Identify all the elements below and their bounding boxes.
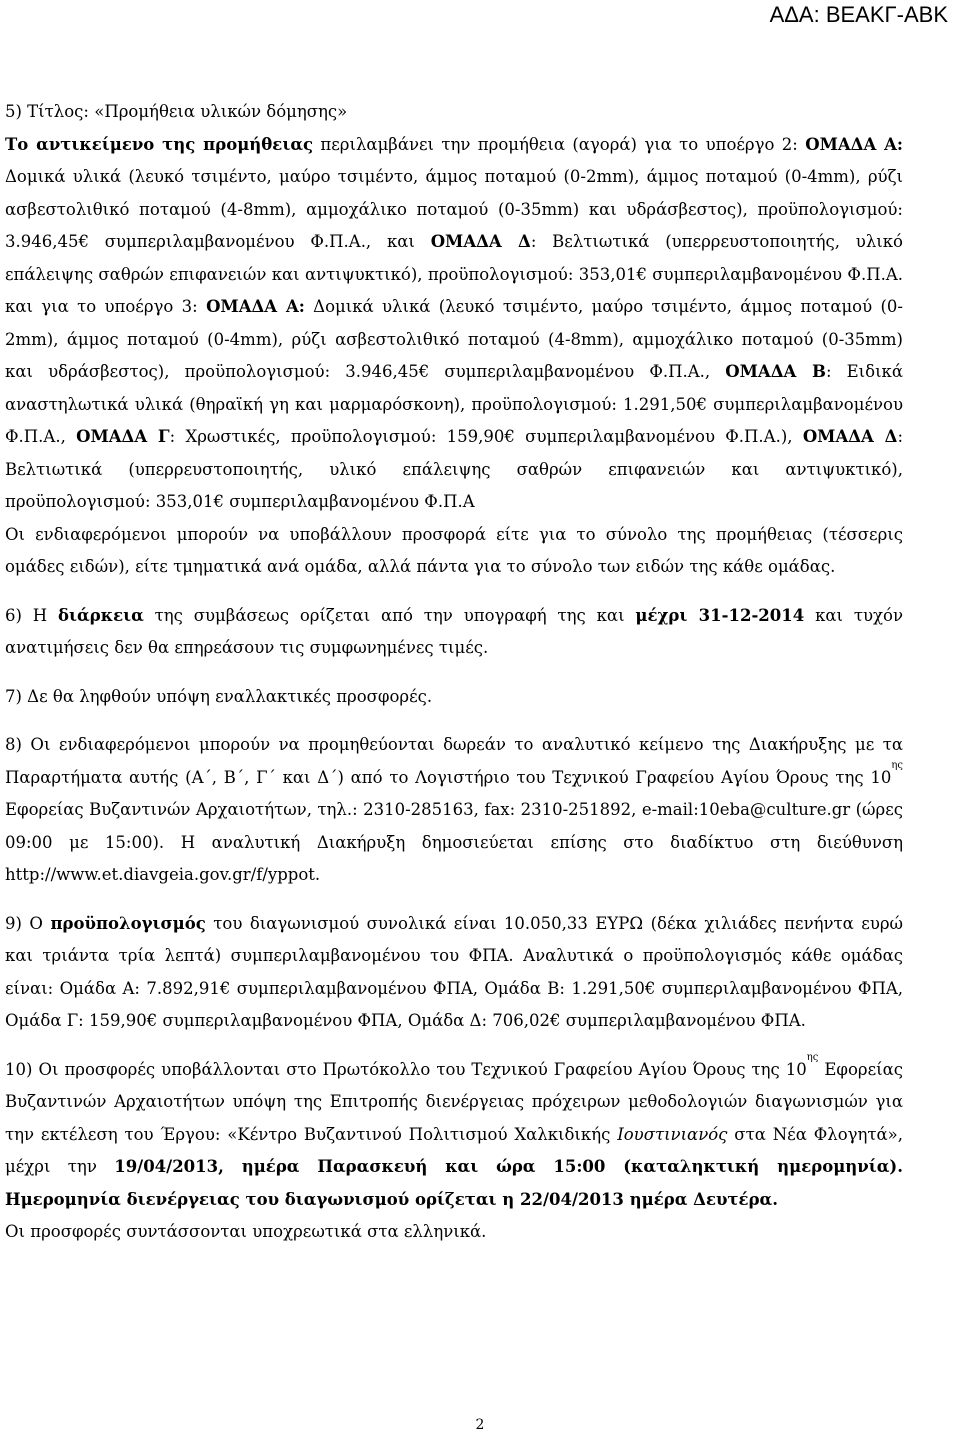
section-7-alternatives: 7) Δε θα ληφθούν υπόψη εναλλακτικές προσφορές.	[5, 686, 433, 706]
ada-code: ΑΔΑ: ΒΕΑΚΓ-ΑΒΚ	[769, 2, 948, 27]
page-number: 2	[475, 1417, 485, 1433]
section-5-title: 5) Τίτλος: «Προμήθεια υλικών δόμησης»	[5, 102, 348, 121]
section-6-duration: 6) Η διάρκεια της συμβάσεως ορίζεται από την υπογραφή της και μέχρι 31-12-2014 και τυχόν ανατιμήσεις δεν θα επηρεάσουν τις συμφωνημένες τιμές.	[5, 605, 903, 657]
section-9-budget: 9) Ο προϋπολογισμός του διαγωνισμού συνολικά είναι 10.050,33 ΕΥΡΩ (δέκα χιλιάδες πενήντα ευρώ και τριάντα τρία λεπτά) συμπεριλαμβανομένου του ΦΠΑ. Αναλυτικά ο προϋπολογισμός κάθε ομάδας είναι: Ομάδα Α: 7.892,91€ συμπεριλαμβανομένου ΦΠΑ, Ομάδα Β: 1.291,50€ συμπεριλαμβανομένου ΦΠΑ, Ομάδα Γ: 159,90€ συμπεριλαμβανομένου ΦΠΑ, Ομάδα Δ: 706,02€ συμπεριλαμβανομένου ΦΠΑ.	[5, 913, 904, 1030]
section-5-offers: Οι ενδιαφερόμενοι μπορούν να υποβάλλουν προσφορά είτε για το σύνολο της προμήθειας (τέσσερις ομάδες ειδών), είτε τμηματικά ανά ομάδα, αλλά πάντα για το σύνολο των ειδών της κάθε ομάδας.	[5, 524, 903, 576]
section-10-language: Οι προσφορές συντάσσονται υποχρεωτικά στα ελληνικά.	[5, 1222, 487, 1241]
document-body	[5, 96, 903, 1249]
section-5-body: Το αντικείμενο της προμήθειας περιλαμβάνει την προμήθεια (αγορά) για το υποέργο 2: ΟΜΑΔΑ Α: Δομικά υλικά (λευκό τσιμέντο, μαύρο τσιμέντο, άμμος ποταμού (0-2mm), άμμος ποταμού (0-4mm), ρύζι ασβεστολιθικό ποταμού (4-8mm), αμμοχάλικο ποταμού (0-35mm) και υδράσβεστος), προϋπολογισμού: 3.946,45€ συμπεριλαμβανομένου Φ.Π.Α., και ΟΜΑΔΑ Δ: Βελτιωτικά (υπερρευστοποιητής, υλικό επάλειψης σαθρών επιφανειών και αντιψυκτικό), προϋπολογισμού: 353,01€ συμπεριλαμβανομένου Φ.Π.Α. και για το υποέργο 3: ΟΜΑΔΑ Α: Δομικά υλικά (λευκό τσιμέντο, μαύρο τσιμέντο, άμμος ποταμού (0-2mm), άμμος ποταμού (0-4mm), ρύζι ασβεστολιθικό ποταμού (4-8mm), αμμοχάλικο ποταμού (0-35mm) και υδράσβεστος), προϋπολογισμού: 3.946,45€ συμπεριλαμβανομένου Φ.Π.Α., ΟΜΑΔΑ Β: Ειδικά αναστηλωτικά υλικά (θηραϊκή γη και μαρμαρόσκονη), προϋπολογισμού: 1.291,50€ συμπεριλαμβανομένου Φ.Π.Α., ΟΜΑΔΑ Γ: Χρωστικές, προϋπολογισμού: 159,90€ συμπεριλαμβανομένου Φ.Π.Α.), ΟΜΑΔΑ Δ: Βελτιωτικά (υπερρευστοποιητής, υλικό επάλειψης σαθρών επιφανειών και αντιψυκτικό), προϋπολογισμού: 353,01€ συμπεριλαμβανομένου Φ.Π.Α	[5, 134, 904, 511]
section-8-documents: 8) Οι ενδιαφερόμενοι μπορούν να προμηθεύονται δωρεάν το αναλυτικό κείμενο της Διακήρυξης με τα Παραρτήματα αυτής (Α΄, Β΄, Γ΄ και Δ΄) από το Λογιστήριο του Τεχνικού Γραφείου Αγίου Όρους της $10^{\eta\varsigma}$ Εφορείας Βυζαντινών Αρχαιοτήτων, τηλ.: 2310-285163, fax: 2310-251892, e-mail:10eba@culture.gr (ώρες 09:00 με 15:00). Η αναλυτική Διακήρυξη δημοσιεύεται επίσης στο διαδίκτυο στη διεύθυνση http://www.et.diavgeia.gov.gr/f/yppot.	[5, 735, 903, 884]
section-10-submission: 10) Οι προσφορές υποβάλλονται στο Πρωτόκολλο του Τεχνικού Γραφείου Αγίου Όρους της $10^{\eta\varsigma}$ Εφορείας Βυζαντινών Αρχαιοτήτων υπόψη της Επιτροπής διενέργειας πρόχειρων μεθοδολογιών διαγωνισμών για την εκτέλεση του Έργου: «Κέντρο Βυζαντινού Πολιτισμού Χαλκιδικής Ιουστινιανός στα Νέα Φλογητά», μέχρι την 19/04/2013, ημέρα Παρασκευή και ώρα 15:00 (καταληκτική ημερομηνία). Ημερομηνία διενέργειας του διαγωνισμού ορίζεται η 22/04/2013 ημέρα Δευτέρα.	[5, 1051, 904, 1209]
